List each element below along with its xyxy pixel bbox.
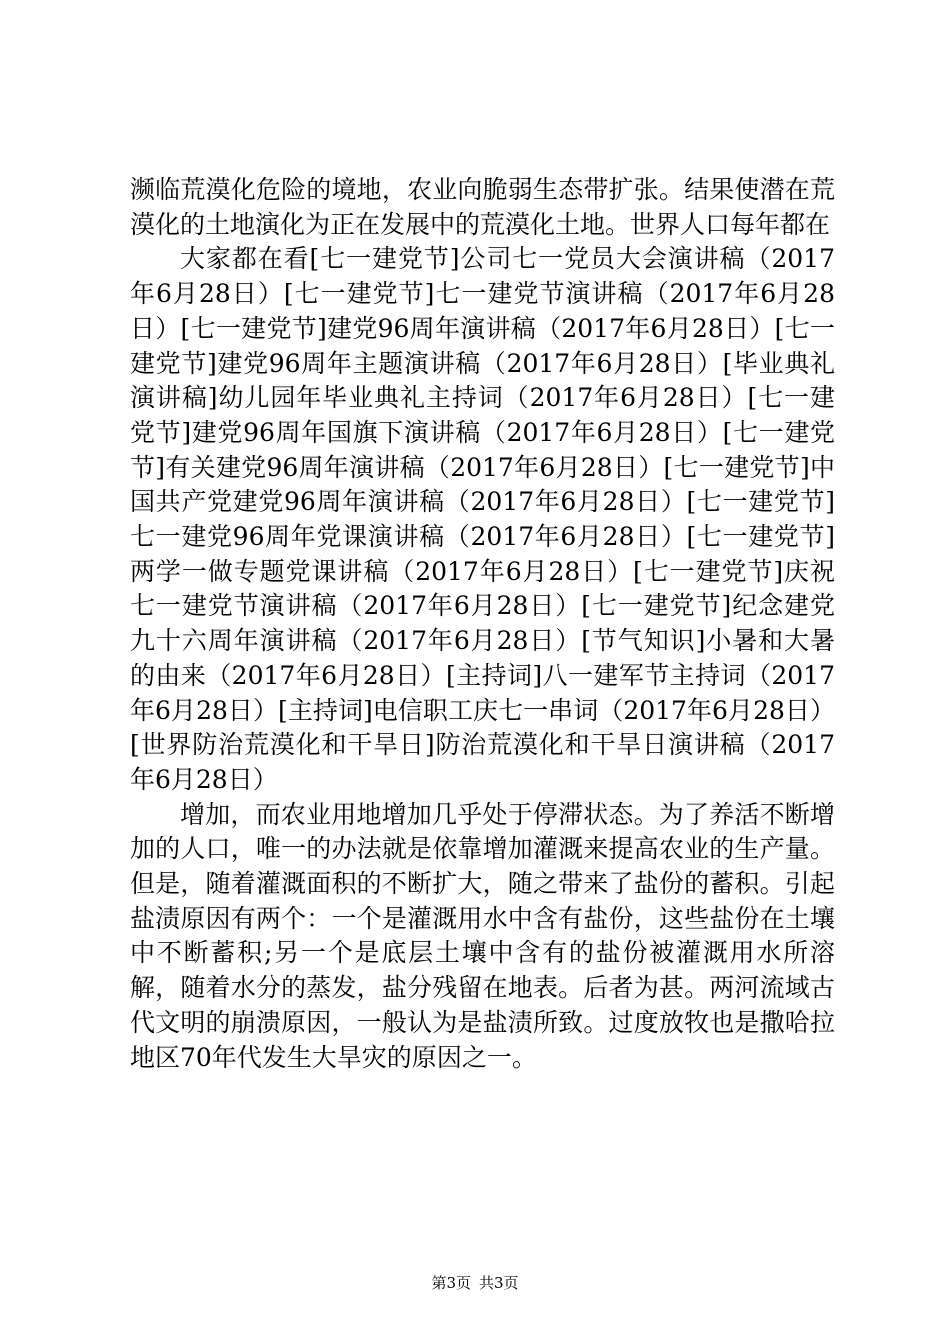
paragraph-continuation: 濒临荒漠化危险的境地，农业向脆弱生态带扩张。结果使潜在荒漠化的土地演化为正在发展中的荒漠化土地。世界人口每年都在: [130, 175, 835, 239]
page-number: 第3页: [431, 1274, 471, 1292]
page-footer: [0, 1273, 950, 1293]
paragraph-salinization: 增加，而农业用地增加几乎处于停滞状态。为了养活不断增加的人口，唯一的办法就是依靠增加灌溉来提高农业的生产量。但是，随着灌溉面积的不断扩大，随之带来了盐份的蓄积。引起盐渍原因有两个：一个是灌溉用水中含有盐份，这些盐份在土壤中不断蓄积;另一个是底层土壤中含有的盐份被灌溉用水所溶解，随着水分的蒸发，盐分残留在地表。后者为甚。两河流域古代文明的崩溃原因，一般认为是盐渍所致。过度放牧也是撒哈拉地区70年代发生大旱灾的原因之一。: [130, 799, 835, 1072]
page-total: 共3页: [479, 1274, 519, 1292]
document-body: [130, 173, 835, 1075]
paragraph-related-links: 大家都在看[七一建党节]公司七一党员大会演讲稿（2017年6月28日）[七一建党节]七一建党节演讲稿（2017年6月28日）[七一建党节]建党96周年演讲稿（2017年6月28日）[七一建党节]建党96周年主题演讲稿（2017年6月28日）[毕业典礼演讲稿]幼儿园年毕业典礼主持词（2017年6月28日）[七一建党节]建党96周年国旗下演讲稿（2017年6月28日）[七一建党节]有关建党96周年演讲稿（2017年6月28日）[七一建党节]中国共产党建党96周年演讲稿（2017年6月28日）[七一建党节]七一建党96周年党课演讲稿（2017年6月28日）[七一建党节]两学一做专题党课讲稿（2017年6月28日）[七一建党节]庆祝七一建党节演讲稿（2017年6月28日）[七一建党节]纪念建党九十六周年演讲稿（2017年6月28日）[节气知识]小暑和大暑的由来（2017年6月28日）[主持词]八一建军节主持词（2017年6月28日）[主持词]电信职工庆七一串词（2017年6月28日）[世界防治荒漠化和干旱日]防治荒漠化和干旱日演讲稿（2017年6月28日）: [130, 244, 835, 794]
